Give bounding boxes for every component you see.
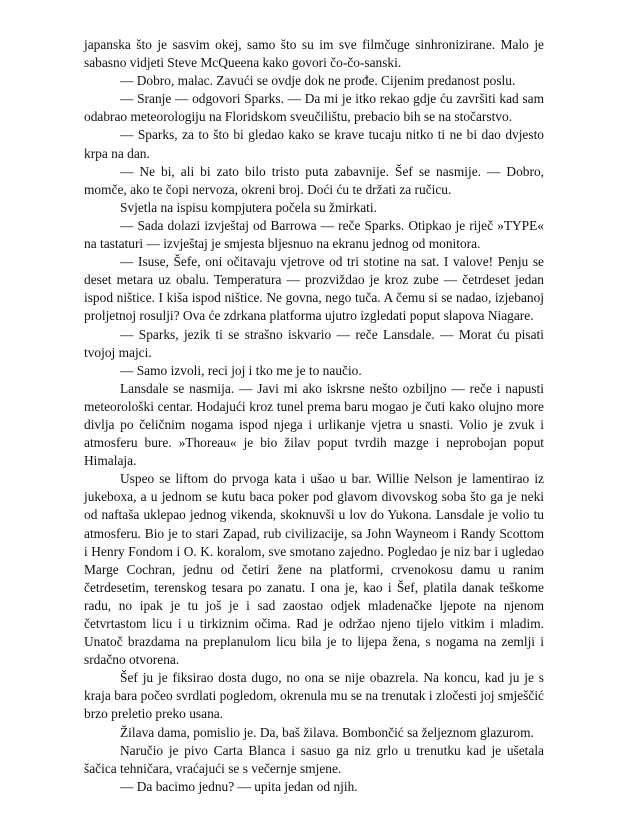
paragraph-2: — Dobro, malac. Zavući se ovdje dok ne prođe. Cijenim predanost poslu. [120,73,516,89]
paragraph-3: — Sranje — odgovori Sparks. — Da mi je itko rekao gdje ću završiti kad sam odabrao meteorologiju na Floridskom sveučilištu, prebacio bih se na stočarstvo. [84,91,544,125]
paragraph-12: Uspeo se liftom do prvoga kata i ušao u bar. Willie Nelson je lamentirao iz jukeboxa, a u jednom se kutu baca poker pod glavom divovskog soba što ga je neki od naftaša uklepao jednog vikenda, skoknuvši u lov do Yukona. Lansdale je volio tu atmosferu. Bio je to stari Zapad, rub civilizacije, sa John Wayneom i Randy Scottom i Henry Fondom i O. K. koralom, sve smotano zajedno. Pogledao je niz bar i ugledao Marge Cochran, jednu od četiri žene na platformi, crvenokosu damu u ranim četrdesetim, terenskog tesara po zanatu. I ona je, kao i Šef, platila danak teškome radu, no ipak je tu još je i sad zaostao odjek mladenačke ljepote na njenom četvrtastom licu i u tirkiznim očima. Rad je održao njeno tijelo vitkim i mladim. Unatoč brazdama na preplanulom licu bila je to lijepa žena, s nogama na zemlji i srdačno otvorena. [84,471,544,668]
paragraph-6: Svjetla na ispisu kompjutera počela su žmirkati. [120,199,377,215]
paragraph-11: Lansdale se nasmija. — Javi mi ako iskrsne nešto ozbiljno — reče i napusti meteorološki centar. Hodajući kroz tunel prema baru mogao je čuti kako olujno more divlja po čeličnim nogama ispod njega i urlikanje vjetra u snasti. Volio je zvuk i atmosferu bure. »Thoreau« je bio žilav poput tvrdih mazge i neprobojan poput Himalaja. [84,380,544,469]
book-page [84,36,544,796]
paragraph-9: — Sparks, jezik ti se strašno iskvario — reče Lansdale. — Morat ću pisati tvojoj majci. [84,326,544,360]
paragraph-1: japanska što je sasvim okej, samo što su im sve filmčuge sinhronizirane. Malo je sabasno vidjeti Steve McQueena kako govori čo-čo-sanski. [84,37,544,71]
paragraph-14: Žilava dama, pomislio je. Da, baš žilava. Bombončić sa željeznom glazurom. [120,724,534,740]
paragraph-4: — Sparks, za to što bi gledao kako se krave tucaju nitko ti ne bi dao dvjesto krpa na dan. [84,127,544,161]
paragraph-16: — Da bacimo jednu? — upita jedan od njih. [120,778,358,794]
paragraph-7: — Sada dolazi izvještaj od Barrowa — reče Sparks. Otipkao je riječ »TYPE« na tastaturi — izvještaj je smjesta bljesnuo na ekranu jednog od monitora. [84,217,544,252]
paragraph-10: — Samo izvoli, reci joj i tko me je to naučio. [120,362,362,378]
paragraph-13: Šef ju je fiksirao dosta dugo, no ona se nije obazrela. Na koncu, kad ju je s kraja bara počeo svrdlati pogledom, okrenula mu se na trenutak i zločesti joj smješčić brzo preletio preko usana. [84,670,544,722]
paragraph-15: Naručio je pivo Carta Blanca i sasuo ga niz grlo u trenutku kad je ušetala šačica tehničara, vraćajući se s večernje smjene. [84,742,544,776]
paragraph-5: — Ne bi, ali bi zato bilo tristo puta zabavnije. Šef se nasmije. — Dobro, momče, ako te čopi nervoza, okreni broj. Doći ću te držati za ručicu. [84,163,544,197]
paragraph-8: — Isuse, Šefe, oni očitavaju vjetrove od tri stotine na sat. I valove! Penju se deset metara uz obalu. Temperatura — prozviždao je kroz zube — četrdeset jedan ispod ništice. I kiša ispod ništice. Ne govna, nego tuča. A čemu si se nadao, izjebanoj proljetnoj rosulji? Ova će zdrkana platforma ujutro izgledati poput slapova Niagare. [84,254,544,324]
